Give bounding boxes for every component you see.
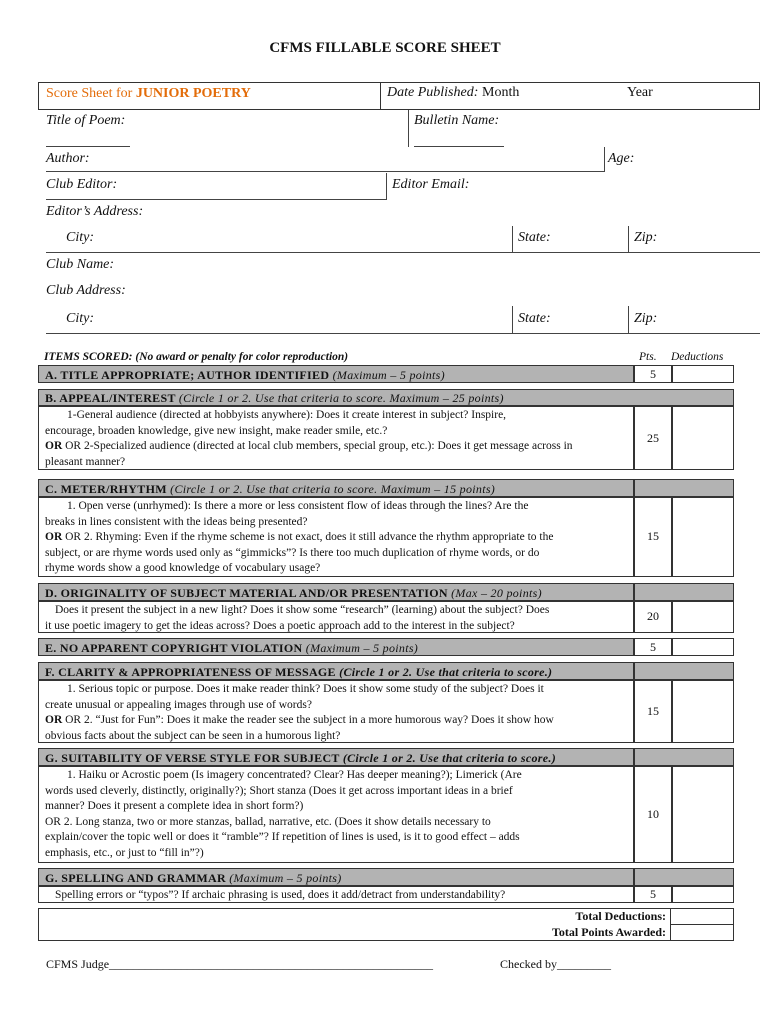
section-e-deduction-input[interactable]	[672, 638, 734, 656]
section-f-points: 15	[647, 704, 659, 718]
bulletin-underline	[414, 146, 504, 147]
section-c-points: 15	[647, 529, 659, 543]
editor-city-label: City:	[66, 230, 94, 245]
club-zip-label: Zip:	[634, 311, 658, 326]
total-awarded-label: Total Points Awarded:	[551, 925, 666, 939]
editor-state-label: State:	[518, 230, 551, 245]
email-divider	[386, 173, 387, 200]
deductions-header: Deductions	[671, 351, 724, 363]
club-address-underline	[46, 333, 760, 334]
date-published-label: Date Published:	[387, 85, 479, 100]
section-e-points: 5	[650, 640, 656, 654]
club-zip-divider	[628, 306, 629, 334]
section-b-points: 25	[647, 431, 659, 445]
section-d-points: 20	[647, 609, 659, 623]
editor-email-label: Editor Email:	[392, 177, 470, 192]
total-deductions-input[interactable]	[672, 909, 733, 923]
section-f-text: 1. Serious topic or purpose. Does it make reader think? Does it show some study of the subject? Does it create unusual or appealing images through use of words? OR OR 2. “Just for Fun”: Does it make the reader see the subject in a more humorous way? Does it show how obvious facts about the subject can be seen in a humorous light?	[45, 683, 554, 742]
section-d-deduction-input[interactable]	[672, 601, 734, 633]
age-divider	[604, 147, 605, 172]
section-c-text: 1. Open verse (unrhymed): Is there a more or less consistent flow of ideas through the lines? Are the breaks in lines consistent with the ideas being presented? OR OR 2. Rhyming: Even if the rhyme scheme is not exact, does it still advance the rhythm appropriate to the subject, or are rhyme words used only as “gimmicks”? Is there too much duplication of rhyme words, or do rhyme words show a good knowledge of vocabulary usage?	[45, 500, 554, 574]
club-name-label: Club Name:	[46, 257, 115, 272]
club-editor-label: Club Editor:	[46, 177, 118, 192]
sheet-category	[46, 86, 251, 102]
section-f-body	[38, 680, 634, 743]
section-spelling-header-fill	[634, 868, 734, 886]
section-d-body	[38, 601, 634, 633]
total-awarded-input[interactable]	[672, 926, 733, 940]
section-spelling-points-cell	[634, 886, 672, 903]
section-e-points-cell	[634, 638, 672, 656]
section-d-text: Does it present the subject in a new light? Does it show some “research” (learning) about the subject? Does it use poetic imagery to get the ideas across? Does a poetic approach add to the interest in the subject?	[45, 604, 550, 632]
section-b-header: B. APPEAL/INTEREST (Circle 1 or 2. Use that criteria to score. Maximum – 25 points)	[38, 389, 734, 406]
section-f-deduction-input[interactable]	[672, 680, 734, 743]
section-g-header-fill	[634, 748, 734, 766]
editors-address-label: Editor’s Address:	[46, 204, 144, 219]
section-c-body	[38, 497, 634, 577]
section-f-points-cell	[634, 680, 672, 743]
section-a-points: 5	[650, 367, 656, 381]
club-city-label: City:	[66, 311, 94, 326]
section-a-points-cell	[634, 365, 672, 383]
club-address-label: Club Address:	[46, 283, 126, 298]
section-f-header: F. CLARITY & APPROPRIATENESS OF MESSAGE (Circle 1 or 2. Use that criteria to score.)	[38, 662, 634, 680]
section-spelling-text: Spelling errors or “typos”? If archaic phrasing is used, does it add/detract from understandability?	[55, 889, 506, 901]
title-of-poem-label: Title of Poem:	[46, 113, 126, 128]
author-label: Author:	[46, 151, 90, 166]
section-spelling-body	[38, 886, 634, 903]
section-b-deduction-input[interactable]	[672, 406, 734, 470]
section-g-header: G. SUITABILITY OF VERSE STYLE FOR SUBJECT (Circle 1 or 2. Use that criteria to score.)	[38, 748, 634, 766]
club-state-divider	[512, 306, 513, 334]
header-divider	[380, 82, 381, 110]
editor-zip-label: Zip:	[634, 230, 658, 245]
section-b-text: 1-General audience (directed at hobbyists anywhere): Does it create interest in subject? Inspire, encourage, broaden knowledge, give new insight, make reader smile, etc.? OR OR 2-Specialized audience (directed at local club members, special group, etc.): Does it get message across in pleasant manner?	[45, 409, 573, 468]
month-field[interactable]: Month	[482, 85, 520, 100]
section-f-header-fill	[634, 662, 734, 680]
sheet-category-name: JUNIOR POETRY	[135, 86, 251, 101]
club-editor-underline	[46, 199, 386, 200]
editor-zip-divider	[628, 226, 629, 253]
section-d-points-cell	[634, 601, 672, 633]
section-b-body	[38, 406, 634, 470]
author-underline	[46, 171, 604, 172]
section-c-points-cell	[634, 497, 672, 577]
section-c-header-fill	[634, 479, 734, 497]
bulletin-name-label: Bulletin Name:	[414, 113, 500, 128]
totals-mid-line	[670, 924, 734, 925]
section-e-header: E. NO APPARENT COPYRIGHT VIOLATION (Maximum – 5 points)	[38, 638, 634, 656]
club-state-label: State:	[518, 311, 551, 326]
cfms-judge-line[interactable]: CFMS Judge______________________________________________________	[46, 957, 434, 971]
pts-header: Pts.	[639, 351, 657, 363]
page-title: CFMS FILLABLE SCORE SHEET	[269, 40, 501, 56]
section-g-points-cell	[634, 766, 672, 863]
title-underline	[46, 146, 130, 147]
section-spelling-deduction-input[interactable]	[672, 886, 734, 903]
year-field[interactable]: Year	[627, 85, 653, 100]
section-spelling-header: G. SPELLING AND GRAMMAR (Maximum – 5 points)	[38, 868, 634, 886]
section-b-points-cell	[634, 406, 672, 470]
checked-by-line[interactable]: Checked by_________	[500, 957, 611, 971]
section-g-deduction-input[interactable]	[672, 766, 734, 863]
bulletin-divider	[408, 110, 409, 147]
section-c-header: C. METER/RHYTHM (Circle 1 or 2. Use that criteria to score. Maximum – 15 points)	[38, 479, 634, 497]
items-scored-label: ITEMS SCORED: (No award or penalty for color reproduction)	[44, 351, 349, 363]
section-d-header-fill	[634, 583, 734, 601]
sheet-prefix: Score Sheet for	[46, 86, 136, 101]
section-b-option-2: OR 2-Specialized audience (directed at local club members, special group, etc.): Does it get message across in	[65, 440, 573, 452]
section-g-body	[38, 766, 634, 863]
editor-address-underline	[46, 252, 760, 253]
age-label: Age:	[608, 151, 635, 166]
section-spelling-points: 5	[650, 887, 656, 901]
section-a-deduction-input[interactable]	[672, 365, 734, 383]
editor-state-divider	[512, 226, 513, 253]
section-g-points: 10	[647, 807, 659, 821]
section-a-header: A. TITLE APPROPRIATE; AUTHOR IDENTIFIED (Maximum – 5 points)	[38, 365, 634, 383]
section-d-header: D. ORIGINALITY OF SUBJECT MATERIAL AND/OR PRESENTATION (Max – 20 points)	[38, 583, 634, 601]
section-c-deduction-input[interactable]	[672, 497, 734, 577]
author-field[interactable]	[100, 150, 590, 170]
section-g-text: 1. Haiku or Acrostic poem (Is imagery concentrated? Clear? Has deeper meaning?); Limerick (Are words used cleverly, distinctly, originally?); Short stanza (Does it get across important ideas in a brief manner? Does it present a complete idea in short form?) OR 2. Long stanza, two or more stanzas, ballad, narrative, etc. (Does it show details necessary to explain/cover the topic well or does it “ramble”? If repetition of lines is used, is it to good effect – adds emphasis, etc., or just to “fill in”?)	[45, 769, 522, 859]
title-of-poem-field[interactable]	[130, 112, 400, 132]
total-deductions-label: Total Deductions:	[575, 909, 666, 923]
